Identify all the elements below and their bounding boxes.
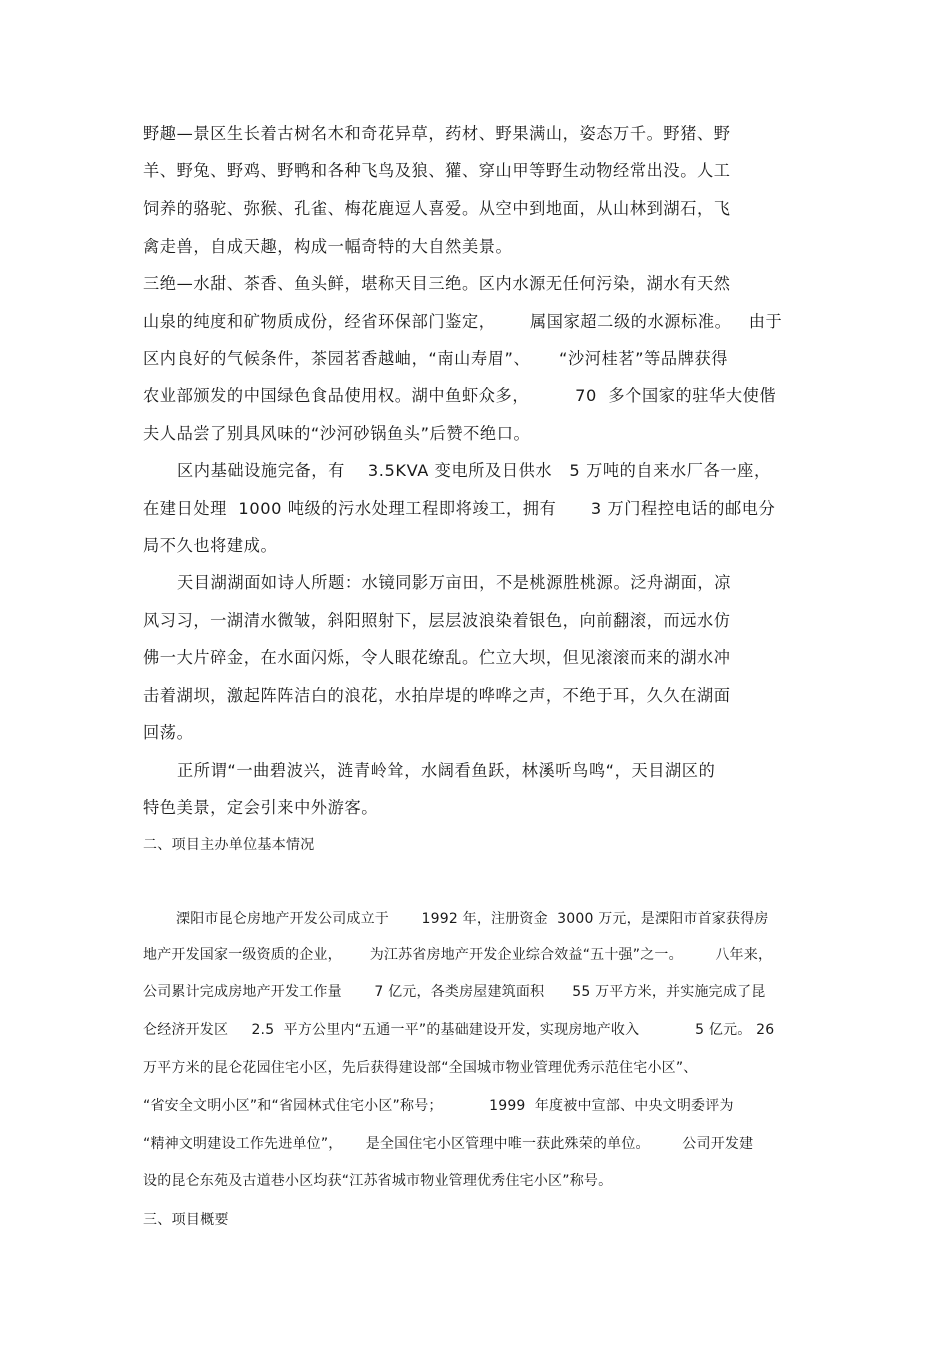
text-line: 野趣—景区生长着古树名木和奇花异草，药材、野果满山，姿态万千。野猪、野 xyxy=(143,124,731,143)
text-line: 回荡。 xyxy=(143,723,194,742)
text-line: 特色美景，定会引来中外游客。 xyxy=(143,798,379,817)
text-line: 万平方米的昆仑花园住宅小区，先后获得建设部“全国城市物业管理优秀示范住宅小区”、 xyxy=(143,1060,698,1076)
text-line: 地产开发国家一级资质的企业， 为江苏省房地产开发企业综合效益“五十强”之一。 八年来， xyxy=(143,947,773,963)
text-line: 区内基础设施完备，有 3.5KVA 变电所及日供水 5 万吨的自来水厂各一座， xyxy=(177,461,771,480)
text-line: 风习习，一湖清水微皱，斜阳照射下，层层波浪染着银色，向前翻滚，而远水仿 xyxy=(143,611,731,630)
text-line: 公司累计完成房地产开发工作量 7 亿元，各类房屋建筑面积 55 万平方米，并实施完成了昆 xyxy=(143,984,766,1000)
text-line: 溧阳市昆仑房地产开发公司成立于 1992 年，注册资金 3000 万元，是溧阳市首家获得房 xyxy=(176,911,769,927)
text-line: 仑经济开发区 2.5 平方公里内“五通一平”的基础建设开发，实现房地产收入 5 亿元。 26 xyxy=(143,1022,775,1038)
section-heading: 二、项目主办单位基本情况 xyxy=(143,837,315,853)
text-line: 农业部颁发的中国绿色食品使用权。湖中鱼虾众多， 70 多个国家的驻华大使偕 xyxy=(143,386,777,405)
text-line: 羊、野兔、野鸡、野鸭和各种飞鸟及狼、獾、穿山甲等野生动物经常出没。人工 xyxy=(143,161,731,180)
text-line: 三绝—水甜、茶香、鱼头鲜，堪称天目三绝。区内水源无任何污染，湖水有天然 xyxy=(143,274,731,293)
text-line: 区内良好的气候条件，茶园茗香越岫，“南山寿眉”、 “沙河桂茗”等品牌获得 xyxy=(143,349,729,368)
text-line: 正所谓“一曲碧波兴，涟青岭耸，水阔看鱼跃，林溪听鸟鸣“，天目湖区的 xyxy=(177,761,716,780)
text-line: 局不久也将建成。 xyxy=(143,536,278,555)
text-line: 击着湖坝，激起阵阵洁白的浪花，水拍岸堤的哗哗之声，不绝于耳，久久在湖面 xyxy=(143,686,731,705)
text-line: “省安全文明小区”和“省园林式住宅小区”称号； 1999 年度被中宣部、中央文明委评为 xyxy=(143,1098,734,1114)
text-line: 禽走兽，自成天趣，构成一幅奇特的大自然美景。 xyxy=(143,237,513,256)
text-line: “精神文明建设工作先进单位”， 是全国住宅小区管理中唯一获此殊荣的单位。 公司开发建 xyxy=(143,1136,754,1152)
text-line: 在建日处理 1000 吨级的污水处理工程即将竣工，拥有 3 万门程控电话的邮电分 xyxy=(143,499,776,518)
text-line: 设的昆仑东苑及古道巷小区均获“江苏省城市物业管理优秀住宅小区”称号。 xyxy=(143,1173,613,1189)
text-line: 天目湖湖面如诗人所题：水镜同影万亩田，不是桃源胜桃源。泛舟湖面，凉 xyxy=(177,573,731,592)
text-line: 山泉的纯度和矿物质成份，经省环保部门鉴定， 属国家超二级的水源标准。 由于 xyxy=(143,312,783,331)
section-heading: 三、项目概要 xyxy=(143,1212,229,1228)
text-line: 饲养的骆驼、弥猴、孔雀、梅花鹿逗人喜爱。从空中到地面，从山林到湖石，飞 xyxy=(143,199,731,218)
text-line: 夫人品尝了别具风味的“沙河砂锅鱼头”后赞不绝口。 xyxy=(143,424,531,443)
text-line: 佛一大片碎金，在水面闪烁，令人眼花缭乱。伫立大坝，但见滚滚而来的湖水冲 xyxy=(143,648,731,667)
